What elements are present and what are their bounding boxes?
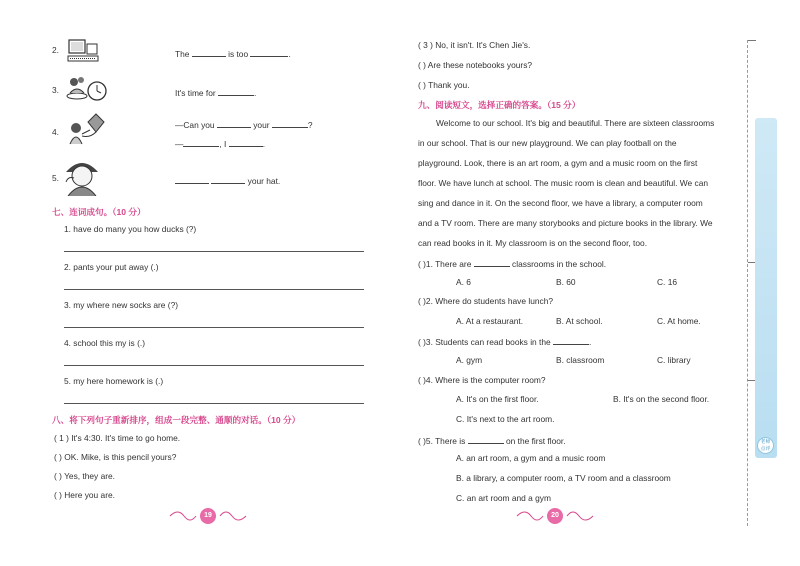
binding-tick-top [748, 40, 756, 41]
question-3: ( )3. Students can read books in the . [418, 337, 592, 347]
q4-option-a[interactable]: A. It's on the first floor. [456, 394, 539, 404]
dinner-clock-picture [64, 74, 108, 104]
question-2: ( )2. Where do students have lunch? [418, 296, 554, 306]
binding-line [747, 40, 748, 526]
q5-option-b[interactable]: B. a library, a computer room, a TV room and a classroom [456, 473, 671, 483]
q3-option-b[interactable]: B. classroom [556, 355, 605, 365]
computer-picture [66, 38, 102, 64]
item-4-line-2: — , I . [175, 139, 266, 149]
answer-line-3[interactable] [64, 327, 364, 328]
sentence-2: 2. pants your put away (.) [64, 262, 159, 272]
dialog-line-2: ( ) OK. Mike, is this pencil yours? [54, 452, 177, 462]
q1-option-c[interactable]: C. 16 [657, 277, 678, 287]
item-3-number: 3. [52, 85, 59, 95]
dialog-line-7: ( ) Thank you. [418, 80, 470, 90]
teacher-comment-badge: 老师 点评 [757, 437, 774, 454]
q5-option-c[interactable]: C. an art room and a gym [456, 493, 551, 503]
question-1: ( )1. There are classrooms in the school. [418, 259, 607, 269]
page-number-right: 20 [551, 512, 559, 519]
dialog-line-1: ( 1 ) It's 4:30. It's time to go home. [54, 433, 181, 443]
passage-line-5: sing and dance in it. On the second floor, we have a library, a computer room [418, 198, 703, 208]
item-2-number: 2. [52, 45, 59, 55]
item-2-sentence: The is too . [175, 49, 291, 59]
dialog-line-6: ( ) Are these notebooks yours? [418, 60, 533, 70]
passage-line-1: Welcome to our school. It's big and beautiful. There are sixteen classrooms [436, 118, 715, 128]
item-5-sentence: your hat. [175, 174, 280, 186]
q2-option-b[interactable]: B. At school. [556, 316, 603, 326]
q1-option-b[interactable]: B. 60 [556, 277, 576, 287]
kite-boy-picture [64, 112, 108, 146]
boy-hat-picture [62, 156, 102, 196]
sidebar-panel [755, 118, 777, 458]
q5-option-a[interactable]: A. an art room, a gym and a music room [456, 453, 606, 463]
q3-option-c[interactable]: C. library [657, 355, 691, 365]
item-5-number: 5. [52, 173, 59, 183]
passage-line-7: can read books in it. My classroom is on the second floor, too. [418, 238, 648, 248]
item-4-number: 4. [52, 127, 59, 137]
answer-line-4[interactable] [64, 365, 364, 366]
dialog-line-5: ( 3 ) No, it isn't. It's Chen Jie's. [418, 40, 531, 50]
section-9-title: 九、阅读短文，选择正确的答案。（15 分） [418, 100, 581, 110]
section-8-title: 八、将下列句子重新排序，组成一段完整、通顺的对话。（10 分） [52, 415, 301, 425]
q2-option-c[interactable]: C. At home. [657, 316, 701, 326]
q4-option-b[interactable]: B. It's on the second floor. [613, 394, 710, 404]
sentence-4: 4. school this my is (.) [64, 338, 145, 348]
dialog-line-3: ( ) Yes, they are. [54, 471, 115, 481]
section-7-title: 七、连词成句。（10 分） [52, 207, 146, 217]
answer-line-2[interactable] [64, 289, 364, 290]
passage-line-3: playground. Look, there is an art room, a gym and a music room on the first [418, 158, 698, 168]
dialog-line-4: ( ) Here you are. [54, 490, 115, 500]
q1-option-a[interactable]: A. 6 [456, 277, 471, 287]
answer-line-1[interactable] [64, 251, 364, 252]
passage-line-4: floor. We have lunch at school. The music room is clean and beautiful. We can [418, 178, 709, 188]
q3-option-a[interactable]: A. gym [456, 355, 483, 365]
sentence-3: 3. my where new socks are (?) [64, 300, 179, 310]
passage-line-2: in our school. That is our new playground. We can play football on the [418, 138, 677, 148]
sentence-5: 5. my here homework is (.) [64, 376, 164, 386]
passage-line-6: and a TV room. There are many storybooks and picture books in the library. We [418, 218, 713, 228]
answer-line-5[interactable] [64, 403, 364, 404]
item-4-line-1: —Can you your ? [175, 120, 313, 130]
q4-option-c[interactable]: C. It's next to the art room. [456, 414, 555, 424]
question-5: ( )5. There is on the first floor. [418, 436, 566, 446]
page-number-left: 19 [204, 512, 212, 519]
q2-option-a[interactable]: A. At a restaurant. [456, 316, 524, 326]
item-3-sentence: It's time for . [175, 88, 257, 98]
question-4: ( )4. Where is the computer room? [418, 375, 546, 385]
sentence-1: 1. have do many you how ducks (?) [64, 224, 197, 234]
